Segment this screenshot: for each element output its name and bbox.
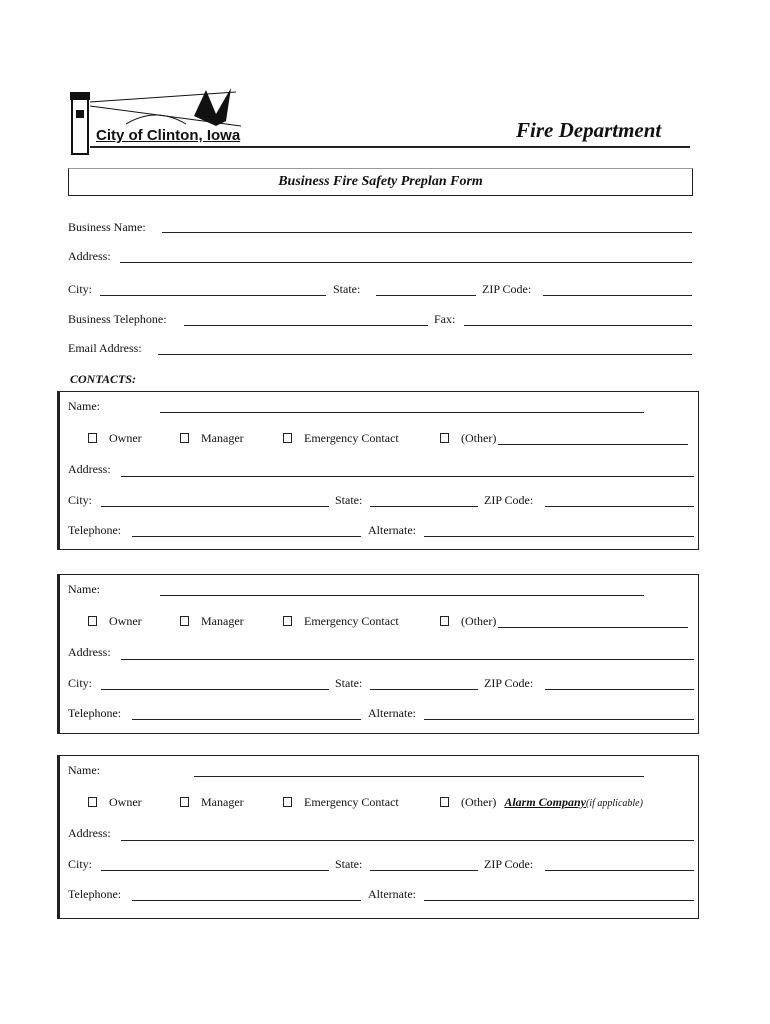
contacts-heading: CONTACTS: xyxy=(70,372,137,386)
contact-alternate-field[interactable] xyxy=(424,719,694,720)
contact-zip-label: ZIP Code: xyxy=(484,676,534,690)
contact-state-field[interactable] xyxy=(370,506,478,507)
address-field[interactable] xyxy=(120,262,692,263)
contact-name-label: Name: xyxy=(68,399,100,413)
contact-alternate-label: Alternate: xyxy=(368,887,416,901)
contact-city-field[interactable] xyxy=(101,689,329,690)
contact-city-label: City: xyxy=(68,857,93,871)
contact-telephone-field[interactable] xyxy=(132,719,361,720)
contact-box-1 xyxy=(57,391,699,550)
other-note: (if applicable) xyxy=(586,798,643,809)
other-value: Alarm Company xyxy=(504,795,587,809)
checkbox-icon xyxy=(283,616,292,626)
contact-alternate-label: Alternate: xyxy=(368,523,416,537)
manager-checkbox[interactable] xyxy=(180,795,244,810)
contact-address-field[interactable] xyxy=(121,840,694,841)
checkbox-icon xyxy=(88,616,97,626)
zip-field[interactable] xyxy=(543,295,692,296)
state-label: State: xyxy=(333,282,361,296)
contact-zip-label: ZIP Code: xyxy=(484,493,534,507)
contact-address-label: Address: xyxy=(68,462,111,476)
checkbox-icon xyxy=(283,797,292,807)
contact-box-3 xyxy=(57,755,699,919)
emergency-contact-label: Emergency Contact xyxy=(304,795,399,809)
contact-city-field[interactable] xyxy=(101,870,329,871)
owner-label: Owner xyxy=(109,614,142,628)
contact-state-field[interactable] xyxy=(370,870,478,871)
email-field[interactable] xyxy=(158,354,692,355)
emergency-contact-label: Emergency Contact xyxy=(304,431,399,445)
department-title: Fire Department xyxy=(516,118,662,142)
contact-zip-field[interactable] xyxy=(545,689,694,690)
fax-label: Fax: xyxy=(434,312,456,326)
manager-label: Manager xyxy=(201,614,244,628)
manager-label: Manager xyxy=(201,795,244,809)
owner-checkbox[interactable] xyxy=(88,795,142,810)
checkbox-icon xyxy=(180,616,189,626)
checkbox-icon xyxy=(440,616,449,626)
contact-city-label: City: xyxy=(68,493,93,507)
checkbox-icon xyxy=(440,433,449,443)
header-rule xyxy=(90,146,690,148)
other-checkbox[interactable] xyxy=(440,614,501,629)
city-label: City: xyxy=(68,282,93,296)
state-field[interactable] xyxy=(376,295,476,296)
other-field[interactable] xyxy=(498,627,688,628)
other-checkbox[interactable] xyxy=(440,431,501,446)
checkbox-icon xyxy=(88,433,97,443)
contact-state-label: State: xyxy=(335,493,363,507)
contact-zip-label: ZIP Code: xyxy=(484,857,534,871)
form-title: Business Fire Safety Preplan Form xyxy=(278,174,483,189)
contact-name-label: Name: xyxy=(68,763,100,777)
contact-telephone-label: Telephone: xyxy=(68,887,122,901)
email-label: Email Address: xyxy=(68,341,142,355)
checkbox-icon xyxy=(180,797,189,807)
manager-checkbox[interactable] xyxy=(180,614,244,629)
other-checkbox[interactable] xyxy=(440,795,643,810)
contact-name-label: Name: xyxy=(68,582,100,596)
contact-name-field[interactable] xyxy=(160,412,644,413)
checkbox-icon xyxy=(283,433,292,443)
contact-address-field[interactable] xyxy=(121,476,694,477)
contact-telephone-label: Telephone: xyxy=(68,706,122,720)
owner-label: Owner xyxy=(109,795,142,809)
business-telephone-field[interactable] xyxy=(184,325,428,326)
address-label: Address: xyxy=(68,249,111,263)
emergency-contact-checkbox[interactable] xyxy=(283,431,399,446)
contact-name-field[interactable] xyxy=(194,776,644,777)
contact-address-field[interactable] xyxy=(121,659,694,660)
contact-state-label: State: xyxy=(335,857,363,871)
checkbox-icon xyxy=(88,797,97,807)
contact-zip-field[interactable] xyxy=(545,870,694,871)
logo-text: City of Clinton, Iowa xyxy=(96,127,241,144)
zip-label: ZIP Code: xyxy=(482,282,532,296)
contact-telephone-label: Telephone: xyxy=(68,523,122,537)
owner-label: Owner xyxy=(109,431,142,445)
contact-alternate-field[interactable] xyxy=(424,900,694,901)
other-label: (Other) xyxy=(461,614,497,628)
business-name-field[interactable] xyxy=(162,232,692,233)
city-field[interactable] xyxy=(100,295,326,296)
contact-state-field[interactable] xyxy=(370,689,478,690)
business-name-label: Business Name: xyxy=(68,220,146,234)
manager-label: Manager xyxy=(201,431,244,445)
owner-checkbox[interactable] xyxy=(88,431,142,446)
business-telephone-label: Business Telephone: xyxy=(68,312,167,326)
emergency-contact-label: Emergency Contact xyxy=(304,614,399,628)
fax-field[interactable] xyxy=(464,325,692,326)
contact-address-label: Address: xyxy=(68,645,111,659)
contact-box-2 xyxy=(57,574,699,734)
contact-city-field[interactable] xyxy=(101,506,329,507)
emergency-contact-checkbox[interactable] xyxy=(283,795,399,810)
contact-zip-field[interactable] xyxy=(545,506,694,507)
owner-checkbox[interactable] xyxy=(88,614,142,629)
other-label: (Other) xyxy=(461,795,497,809)
manager-checkbox[interactable] xyxy=(180,431,244,446)
contact-alternate-field[interactable] xyxy=(424,536,694,537)
other-field[interactable] xyxy=(498,444,688,445)
contact-city-label: City: xyxy=(68,676,93,690)
emergency-contact-checkbox[interactable] xyxy=(283,614,399,629)
contact-state-label: State: xyxy=(335,676,363,690)
contact-address-label: Address: xyxy=(68,826,111,840)
contact-telephone-field[interactable] xyxy=(132,900,361,901)
checkbox-icon xyxy=(180,433,189,443)
other-label: (Other) xyxy=(461,431,497,445)
contact-alternate-label: Alternate: xyxy=(368,706,416,720)
contact-telephone-field[interactable] xyxy=(132,536,361,537)
checkbox-icon xyxy=(440,797,449,807)
contact-name-field[interactable] xyxy=(160,595,644,596)
form-title-box xyxy=(68,168,693,196)
